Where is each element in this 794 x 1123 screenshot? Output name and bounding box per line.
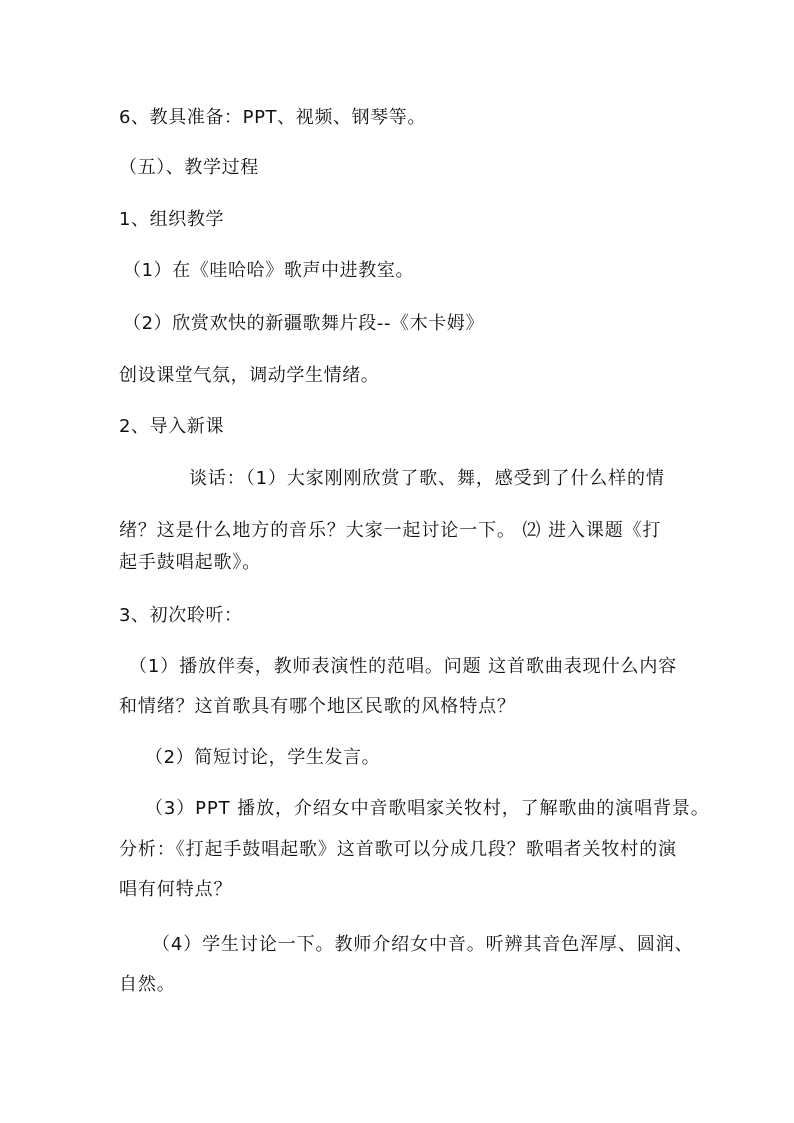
step-1-item-2: （2）欣赏欢快的新疆歌舞片段--《木卡姆》 [123, 313, 485, 334]
step-3-item-1-line-2: 和情绪？这首歌具有哪个地区民歌的风格特点？ [119, 696, 516, 717]
step-2-paragraph-line-2: 绪？这是什么地方的音乐？大家一起讨论一下。 ⑵ 进入课题《打 [119, 520, 662, 541]
step-2-paragraph-line-3: 起手鼓唱起歌》。 [119, 552, 262, 573]
step-3-item-3-line-2: 分析：《打起手鼓唱起歌》这首歌可以分成几段？歌唱者关牧村的演 [119, 839, 677, 860]
section-heading-teaching-process: （五）、教学过程 [119, 157, 259, 178]
step-3-item-2: （2）简短讨论，学生发言。 [145, 747, 381, 768]
teaching-aids-line: 6、教具准备：PPT、视频、钢琴等。 [119, 107, 426, 128]
step-3-heading: 3、初次聆听： [119, 605, 243, 626]
step-3-item-3-line-1: （3）PPT 播放，介绍女中音歌唱家关牧村，了解歌曲的演唱背景。 [145, 798, 710, 819]
step-1-heading: 1、组织教学 [119, 209, 225, 230]
step-1-item-1: （1）在《哇哈哈》歌声中进教室。 [123, 260, 415, 281]
step-3-item-4-line-2: 自然。 [119, 974, 176, 995]
step-3-item-4-line-1: （4）学生讨论一下。教师介绍女中音。听辨其音色浑厚、圆润、 [152, 934, 694, 955]
step-3-item-3-line-3: 唱有何特点？ [119, 879, 233, 900]
step-1-note: 创设课堂气氛，调动学生情绪。 [119, 365, 380, 386]
step-3-item-1-line-1: （1）播放伴奏，教师表演性的范唱。问题 这首歌曲表现什么内容 [129, 656, 678, 677]
step-2-heading: 2、导入新课 [119, 416, 225, 437]
step-2-paragraph-line-1: 谈话：（1）大家刚刚欣赏了歌、舞，感受到了什么样的情 [189, 468, 665, 489]
